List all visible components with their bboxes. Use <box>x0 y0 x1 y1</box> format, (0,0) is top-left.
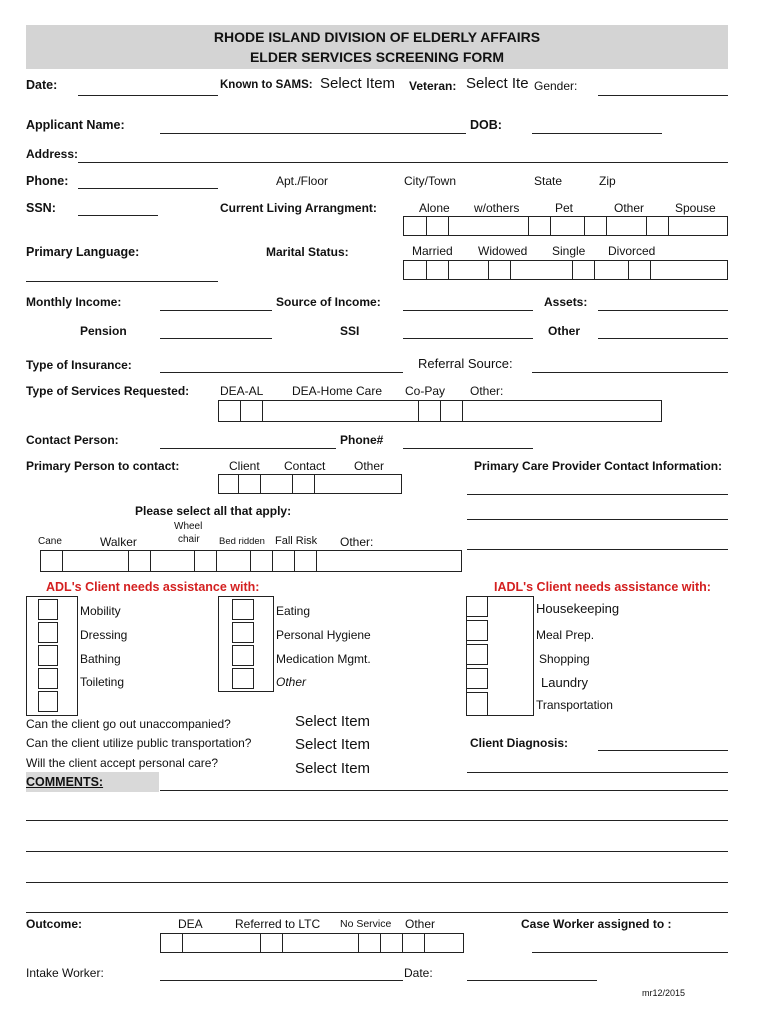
select-all-label: Please select all that apply: <box>135 504 292 518</box>
iadl-mealprep-label: Meal Prep. <box>536 628 595 642</box>
adl-other-checkbox[interactable] <box>232 668 254 689</box>
living-opt-alone: Alone <box>419 201 450 215</box>
primary-language-field[interactable] <box>26 281 218 282</box>
pcp-contact-label: Primary Care Provider Contact Information: <box>474 459 723 473</box>
adl-extra-checkbox[interactable] <box>38 691 58 712</box>
ssi-field[interactable] <box>403 338 533 339</box>
phone-field[interactable] <box>78 188 218 189</box>
living-opt-spouse: Spouse <box>675 201 716 215</box>
outcome-opt-other: Other <box>405 917 436 931</box>
other-income-field[interactable] <box>598 338 728 339</box>
question-public-transport: Can the client utilize public transportation? <box>26 736 252 750</box>
adl-medication-checkbox[interactable] <box>232 645 254 666</box>
select-unaccompanied[interactable]: Select Item <box>295 713 371 730</box>
case-worker-label: Case Worker assigned to : <box>521 917 672 931</box>
comments-line5[interactable] <box>26 912 728 913</box>
known-sams-select[interactable]: Select Item <box>320 75 396 92</box>
adl-eating-label: Eating <box>276 604 311 618</box>
comments-line3[interactable] <box>26 851 728 852</box>
services-requested-label: Type of Services Requested: <box>26 384 190 398</box>
adl-toileting-label: Toileting <box>80 675 125 689</box>
apply-other-label: Other: <box>340 535 374 549</box>
iadl-transportation-checkbox[interactable] <box>466 692 488 716</box>
contact-opt-other: Other <box>354 459 385 473</box>
pension-label: Pension <box>80 324 127 338</box>
veteran-select[interactable]: Select Ite <box>466 75 529 92</box>
pension-field[interactable] <box>160 338 272 339</box>
service-opt-other: Other: <box>470 384 504 398</box>
apply-boxes[interactable] <box>40 550 462 572</box>
gender-label: Gender: <box>534 79 578 93</box>
question-personal-care: Will the client accept personal care? <box>26 756 219 770</box>
footer-date-label: Date: <box>404 966 433 980</box>
client-diagnosis-field[interactable] <box>598 750 728 751</box>
living-opt-pet: Pet <box>555 201 574 215</box>
source-income-field[interactable] <box>403 310 533 311</box>
zip-label: Zip <box>599 174 616 188</box>
adl-dressing-label: Dressing <box>80 628 128 642</box>
marital-status-boxes[interactable] <box>403 260 728 280</box>
wheelchair-label-2: chair <box>178 534 200 545</box>
client-diagnosis-line2[interactable] <box>467 772 728 773</box>
iadl-housekeeping-checkbox[interactable] <box>466 596 488 617</box>
iadl-mealprep-checkbox[interactable] <box>466 620 488 641</box>
primary-contact-label: Primary Person to contact: <box>26 459 180 473</box>
contact-opt-client: Client <box>229 459 260 473</box>
fall-risk-label: Fall Risk <box>275 535 318 547</box>
adl-mobility-label: Mobility <box>80 604 121 618</box>
adl-bathing-checkbox[interactable] <box>38 645 58 666</box>
applicant-name-field[interactable] <box>160 133 466 134</box>
monthly-income-label: Monthly Income: <box>26 295 122 309</box>
comments-line4[interactable] <box>26 882 728 883</box>
cane-label: Cane <box>38 536 62 547</box>
adl-toileting-checkbox[interactable] <box>38 668 58 689</box>
insurance-type-field[interactable] <box>160 372 403 373</box>
adl-other-label: Other <box>276 675 307 689</box>
apt-label: Apt./Floor <box>276 174 329 188</box>
known-sams-label: Known to SAMS: <box>220 79 313 91</box>
intake-worker-field[interactable] <box>160 980 403 981</box>
date-label: Date: <box>26 78 58 92</box>
iadl-shopping-checkbox[interactable] <box>466 644 488 665</box>
outcome-label: Outcome: <box>26 917 83 931</box>
title-line1: RHODE ISLAND DIVISION OF ELDERLY AFFAIRS <box>213 29 541 45</box>
pcp-contact-line3[interactable] <box>467 549 728 550</box>
referral-source-field[interactable] <box>532 372 728 373</box>
other-income-label: Other <box>548 324 581 338</box>
city-label: City/Town <box>404 174 457 188</box>
adl-dressing-checkbox[interactable] <box>38 622 58 643</box>
insurance-type-label: Type of Insurance: <box>26 358 132 372</box>
select-public-transport[interactable]: Select Item <box>295 736 371 753</box>
service-opt-dea-al: DEA-AL <box>220 384 264 398</box>
service-opt-home-care: DEA-Home Care <box>292 384 383 398</box>
adl-eating-checkbox[interactable] <box>232 599 254 620</box>
adl-hygiene-label: Personal Hygiene <box>276 628 371 642</box>
ssn-label: SSN: <box>26 201 56 215</box>
comments-line2[interactable] <box>26 820 728 821</box>
applicant-name-label: Applicant Name: <box>26 118 125 132</box>
outcome-opt-no-service: No Service <box>340 918 392 930</box>
title-line2: ELDER SERVICES SCREENING FORM <box>249 49 505 65</box>
living-arrangement-boxes[interactable] <box>403 216 728 236</box>
iadl-transportation-label: Transportation <box>536 698 613 712</box>
contact-person-label: Contact Person: <box>26 433 119 447</box>
comments-line1[interactable] <box>160 790 728 791</box>
comments-label: COMMENTS: <box>26 775 104 789</box>
iadl-shopping-label: Shopping <box>539 652 590 666</box>
assets-field[interactable] <box>598 310 728 311</box>
address-label: Address: <box>26 147 79 161</box>
case-worker-field[interactable] <box>532 952 728 953</box>
outcome-boxes[interactable] <box>160 933 464 953</box>
phone-number-field[interactable] <box>403 448 533 449</box>
question-unaccompanied: Can the client go out unaccompanied? <box>26 717 231 731</box>
adl-medication-label: Medication Mgmt. <box>276 652 371 666</box>
living-opt-other: Other <box>614 201 645 215</box>
dob-field[interactable] <box>532 133 662 134</box>
referral-source-label: Referral Source: <box>418 356 513 371</box>
outcome-opt-ltc: Referred to LTC <box>235 917 321 931</box>
intake-worker-label: Intake Worker: <box>26 966 104 980</box>
wheelchair-label-1: Wheel <box>174 521 203 532</box>
select-personal-care[interactable]: Select Item <box>295 760 371 777</box>
assets-label: Assets: <box>544 295 588 309</box>
contact-opt-contact: Contact <box>284 459 326 473</box>
address-field[interactable] <box>78 162 728 163</box>
pcp-contact-line2[interactable] <box>467 519 728 520</box>
service-opt-copay: Co-Pay <box>405 384 446 398</box>
iadl-laundry-label: Laundry <box>541 675 588 690</box>
outcome-opt-dea: DEA <box>178 917 203 931</box>
bedridden-label: Bed ridden <box>219 536 265 547</box>
adl-title: ADL's Client needs assistance with: <box>46 580 260 594</box>
state-label: State <box>534 174 563 188</box>
marital-opt-divorced: Divorced <box>608 244 656 258</box>
primary-contact-boxes[interactable] <box>218 474 402 494</box>
form-code: mr12/2015 <box>642 988 686 998</box>
marital-opt-single: Single <box>552 244 586 258</box>
ssn-field[interactable] <box>78 215 158 216</box>
client-diagnosis-label: Client Diagnosis: <box>470 736 569 750</box>
iadl-laundry-checkbox[interactable] <box>466 668 488 689</box>
footer-date-field[interactable] <box>467 980 597 981</box>
veteran-label: Veteran: <box>409 79 457 93</box>
dob-label: DOB: <box>470 118 502 132</box>
gender-field[interactable] <box>598 95 728 96</box>
adl-hygiene-checkbox[interactable] <box>232 622 254 643</box>
monthly-income-field[interactable] <box>160 310 272 311</box>
date-field[interactable] <box>78 95 218 96</box>
primary-language-label: Primary Language: <box>26 245 140 259</box>
living-opt-others: w/others <box>474 201 520 215</box>
phone-number-label: Phone# <box>340 433 384 447</box>
iadl-title: IADL's Client needs assistance with: <box>494 580 711 594</box>
walker-label: Walker <box>100 535 137 549</box>
contact-person-field[interactable] <box>160 448 336 449</box>
adl-mobility-checkbox[interactable] <box>38 599 58 620</box>
phone-label: Phone: <box>26 174 69 188</box>
services-boxes[interactable] <box>218 400 662 422</box>
living-arrangement-label: Current Living Arrangment: <box>220 201 377 215</box>
marital-opt-widowed: Widowed <box>478 244 528 258</box>
source-income-label: Source of Income: <box>276 295 381 309</box>
adl-bathing-label: Bathing <box>80 652 121 666</box>
marital-opt-married: Married <box>412 244 453 258</box>
pcp-contact-line1[interactable] <box>467 494 728 495</box>
ssi-label: SSI <box>340 324 360 338</box>
form-title <box>26 25 728 69</box>
iadl-housekeeping-label: Housekeeping <box>536 601 620 616</box>
marital-status-label: Marital Status: <box>266 245 349 259</box>
